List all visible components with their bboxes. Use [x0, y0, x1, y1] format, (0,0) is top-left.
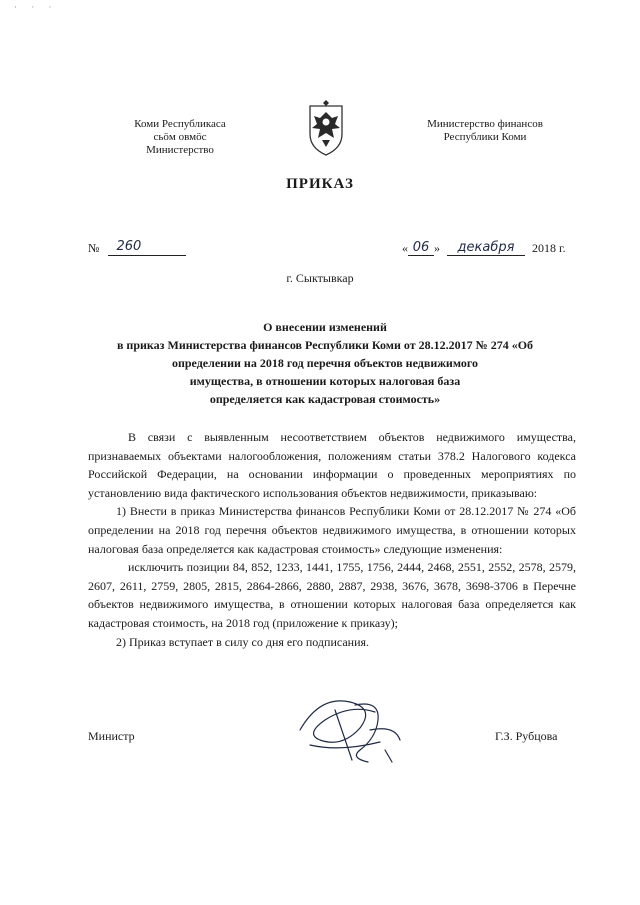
document-title: ПРИКАЗ [286, 176, 354, 192]
order-subject [80, 318, 570, 408]
body-paragraph-exclusions: исключить позиции 84, 852, 1233, 1441, 1755, 1756, 2444, 2468, 2551, 2552, 2578, 2579, 2607, 2611, 2759, 2805, 2815, 2864-2866, 2880, 2887, 2938, 3676, 3678, 3698-3706 в Перечне объектов недвижимого имущества, в отношении которых налоговая база определяется как кадастровая стоимость, на 2018 год (приложение к приказу); [88, 560, 576, 630]
body-paragraph-item-1: 1) Внести в приказ Министерства финансов Республики Коми от 28.12.2017 № 274 «Об определении на 2018 год перечня объектов недвижимого имущества, в отношении которых налоговая база определяется как кадастровая стоимость» следующие изменения: [88, 504, 576, 556]
body-paragraph-preamble: В связи с выявленным несоответствием объектов недвижимого имущества, признаваемых объектами налогообложения, положениям статьи 378.2 Налогового кодекса Российской Федерации, на основании информации о проведенных мероприятиях по установлению вида фактического использования объектов недвижимости, приказываю: [88, 430, 576, 500]
scan-artifact-dots: · · · [14, 2, 58, 12]
header-right-line: Министерство финансов [427, 118, 543, 130]
coat-of-arms-icon [304, 100, 348, 158]
header-left-line: Министерство [146, 144, 214, 156]
number-value: 260 [116, 239, 142, 254]
body-paragraph-item-2: 2) Приказ вступает в силу со дня его подписания. [116, 634, 370, 649]
order-number [88, 240, 186, 256]
signatory-name: Г.З. Рубцова [495, 729, 558, 743]
subject-line: имущества, в отношении которых налоговая база [189, 374, 461, 388]
date-year: 2018 г. [532, 241, 566, 255]
subject-line: О внесении изменений [263, 320, 387, 334]
subject-line: определяется как кадастровая стоимость» [209, 392, 441, 406]
order-date [402, 240, 566, 256]
header-right-block [400, 118, 570, 144]
handwritten-signature-icon [280, 690, 420, 770]
city: г. Сыктывкар [286, 271, 354, 285]
header-left-block [110, 118, 250, 157]
month-field-line [447, 240, 525, 256]
signatory-role: Министр [88, 729, 135, 743]
header-left-line: сьӧм овмӧс [153, 131, 207, 143]
day-field-line [408, 240, 434, 256]
subject-line: определении на 2018 год перечня объектов недвижимого [171, 356, 479, 370]
number-sign: № [88, 241, 100, 255]
number-field-line [108, 240, 186, 256]
date-month: декабря [457, 240, 515, 255]
header-left-line: Коми Республикаса [134, 118, 226, 130]
header-right-line: Республики Коми [443, 131, 527, 143]
date-day: 06 [412, 240, 430, 255]
order-body [88, 428, 576, 651]
date-close-quote: » [434, 241, 440, 255]
date-open-quote: « [402, 241, 408, 255]
subject-line: в приказ Министерства финансов Республики Коми от 28.12.2017 № 274 «Об [116, 338, 534, 352]
